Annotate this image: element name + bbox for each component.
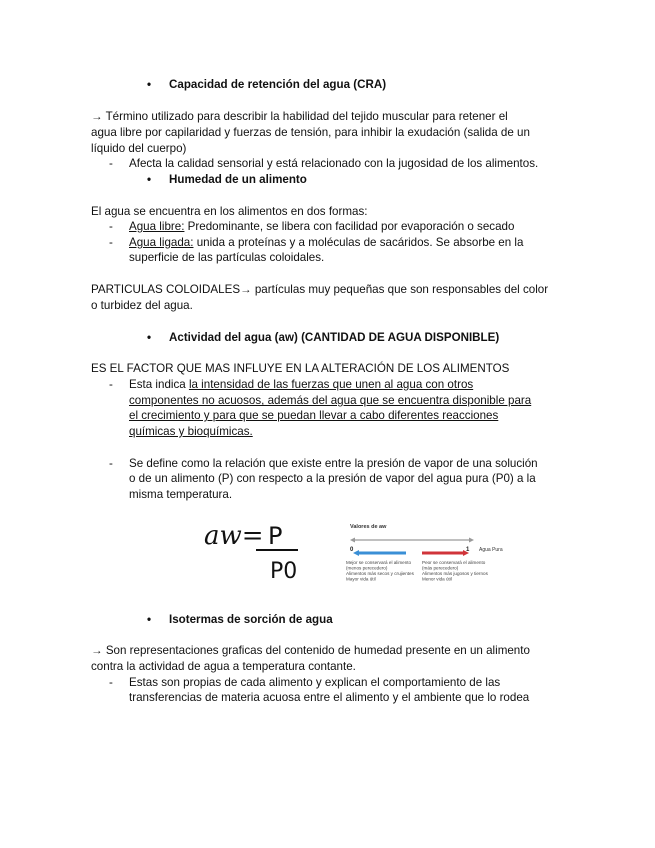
formula-lhs: aw=: [204, 521, 264, 551]
aw-item1-b: la intensidad de las fuerzas que unen al agua con otros: [188, 378, 474, 391]
aw-item1-line4: [129, 425, 253, 439]
scale-one: 1: [466, 547, 470, 553]
scale-right-3: Alimentos más jugosos y tiernos: [422, 571, 488, 576]
aw-item1-line2: [129, 394, 531, 408]
aw-scale-figure: [346, 520, 506, 590]
formula-numerator: P: [268, 522, 283, 550]
dash-icon: -: [109, 220, 113, 233]
aw-item1-line3: [129, 409, 498, 423]
scale-left-1: Mejor se conservará el alimento: [346, 560, 412, 565]
isotermas-intro-line1: → Son representaciones graficas del contenido de humedad presente en un alimento: [91, 644, 530, 657]
scale-right-4: Menor vida útil: [422, 576, 452, 582]
scale-zero: 0: [350, 547, 354, 553]
formula-denominator: P0: [270, 559, 298, 582]
aw-item1-a: Esta indica: [129, 378, 189, 391]
scale-left-4: Mayor vida útil: [346, 576, 376, 582]
heading-cra: Capacidad de retención del agua (CRA): [169, 78, 387, 91]
dash-icon: -: [109, 676, 113, 689]
dash-icon: -: [109, 457, 113, 470]
scale-arrow-right-icon: [469, 538, 474, 543]
aw-factor: ES EL FACTOR QUE MAS INFLUYE EN LA ALTERACIÓN DE LOS ALIMENTOS: [91, 362, 510, 375]
isotermas-item1: [109, 676, 500, 690]
scale-pure-label: Agua Pura: [479, 547, 503, 553]
cra-item1-text: Afecta la calidad sensorial y está relacionado con la jugosidad de los alimentos.: [129, 157, 539, 170]
bullet-heading-humedad: [147, 173, 307, 187]
aw-item1-line3-text: el crecimiento y para que se puedan llevar a cabo diferentes reacciones: [129, 409, 499, 422]
agua-ligada-text: unida a proteínas y a moléculas de sacáridos. Se absorbe en la: [193, 236, 524, 249]
agua-ligada-item: [109, 236, 523, 250]
bullet-icon: •: [147, 78, 152, 91]
agua-ligada-label: Agua ligada:: [129, 236, 194, 249]
aw-item2: [109, 457, 538, 471]
aw-item1: [109, 378, 473, 392]
isotermas-item1-line1: Estas son propias de cada alimento y explican el comportamiento de las: [129, 676, 501, 689]
cra-intro-line2: agua libre por capilaridad y fuerzas de tensión, para inhibir la exudación (salida de un: [91, 126, 530, 139]
aw-formula: [200, 518, 310, 582]
aw-item2-line3: misma temperatura.: [129, 488, 233, 501]
bullet-heading-cra: [147, 78, 386, 92]
heading-isotermas: Isotermas de sorción de agua: [169, 613, 333, 626]
scale-arrow-left-icon: [350, 538, 355, 543]
agua-libre-text: Predominante, se libera con facilidad por evaporación o secado: [184, 220, 515, 233]
cra-intro-line3: líquido del cuerpo): [91, 142, 187, 155]
bullet-icon: •: [147, 173, 152, 186]
agua-libre-label: Agua libre:: [129, 220, 185, 233]
scale-right-2: (más perecedero): [422, 565, 459, 571]
heading-aw: Actividad del agua (aw) (CANTIDAD DE AGUA DISPONIBLE): [169, 331, 500, 344]
isotermas-intro-line2: contra la actividad de agua a temperatura contante.: [91, 660, 356, 673]
agua-libre-item: [109, 220, 514, 234]
dash-icon: -: [109, 236, 113, 249]
cra-intro-line1: → Término utilizado para describir la habilidad del tejido muscular para retener el: [91, 110, 508, 123]
aw-item1-line2-text: componentes no acuosos, además del agua que se encuentra disponible para: [129, 394, 532, 407]
aw-item2-line2: o de un alimento (P) con respecto a la presión de vapor del agua pura (P0) a la: [129, 472, 536, 485]
aw-item2-line1: Se define como la relación que existe entre la presión de vapor de una solución: [129, 457, 538, 470]
scale-right-1: Peor se conservará el alimento: [422, 560, 486, 565]
scale-left-2: (menos perecedero): [346, 565, 388, 571]
aw-item1-line4-text: químicas y bioquímicas.: [129, 425, 253, 438]
cra-item1: [109, 157, 538, 171]
bullet-icon: •: [147, 613, 152, 626]
heading-humedad: Humedad de un alimento: [169, 173, 307, 186]
particulas-line1: PARTICULAS COLOIDALES→ partículas muy pequeñas que son responsables del color: [91, 283, 549, 296]
dash-icon: -: [109, 378, 113, 391]
scale-left-3: Alimentos más secos y crujientes: [346, 571, 414, 576]
bullet-heading-aw: [147, 331, 499, 345]
particulas-line2: o turbidez del agua.: [91, 299, 193, 312]
humedad-intro: El agua se encuentra en los alimentos en dos formas:: [91, 205, 368, 218]
bullet-heading-isotermas: [147, 613, 333, 627]
agua-ligada-line2: superficie de las partículas coloidales.: [129, 251, 325, 264]
isotermas-item1-line2: transferencias de materia acuosa entre el alimento y el ambiente que lo rodea: [129, 691, 530, 704]
dash-icon: -: [109, 157, 113, 170]
scale-title: Valores de aw: [350, 524, 387, 530]
bullet-icon: •: [147, 331, 152, 344]
blue-arrow-head-icon: [353, 550, 359, 556]
